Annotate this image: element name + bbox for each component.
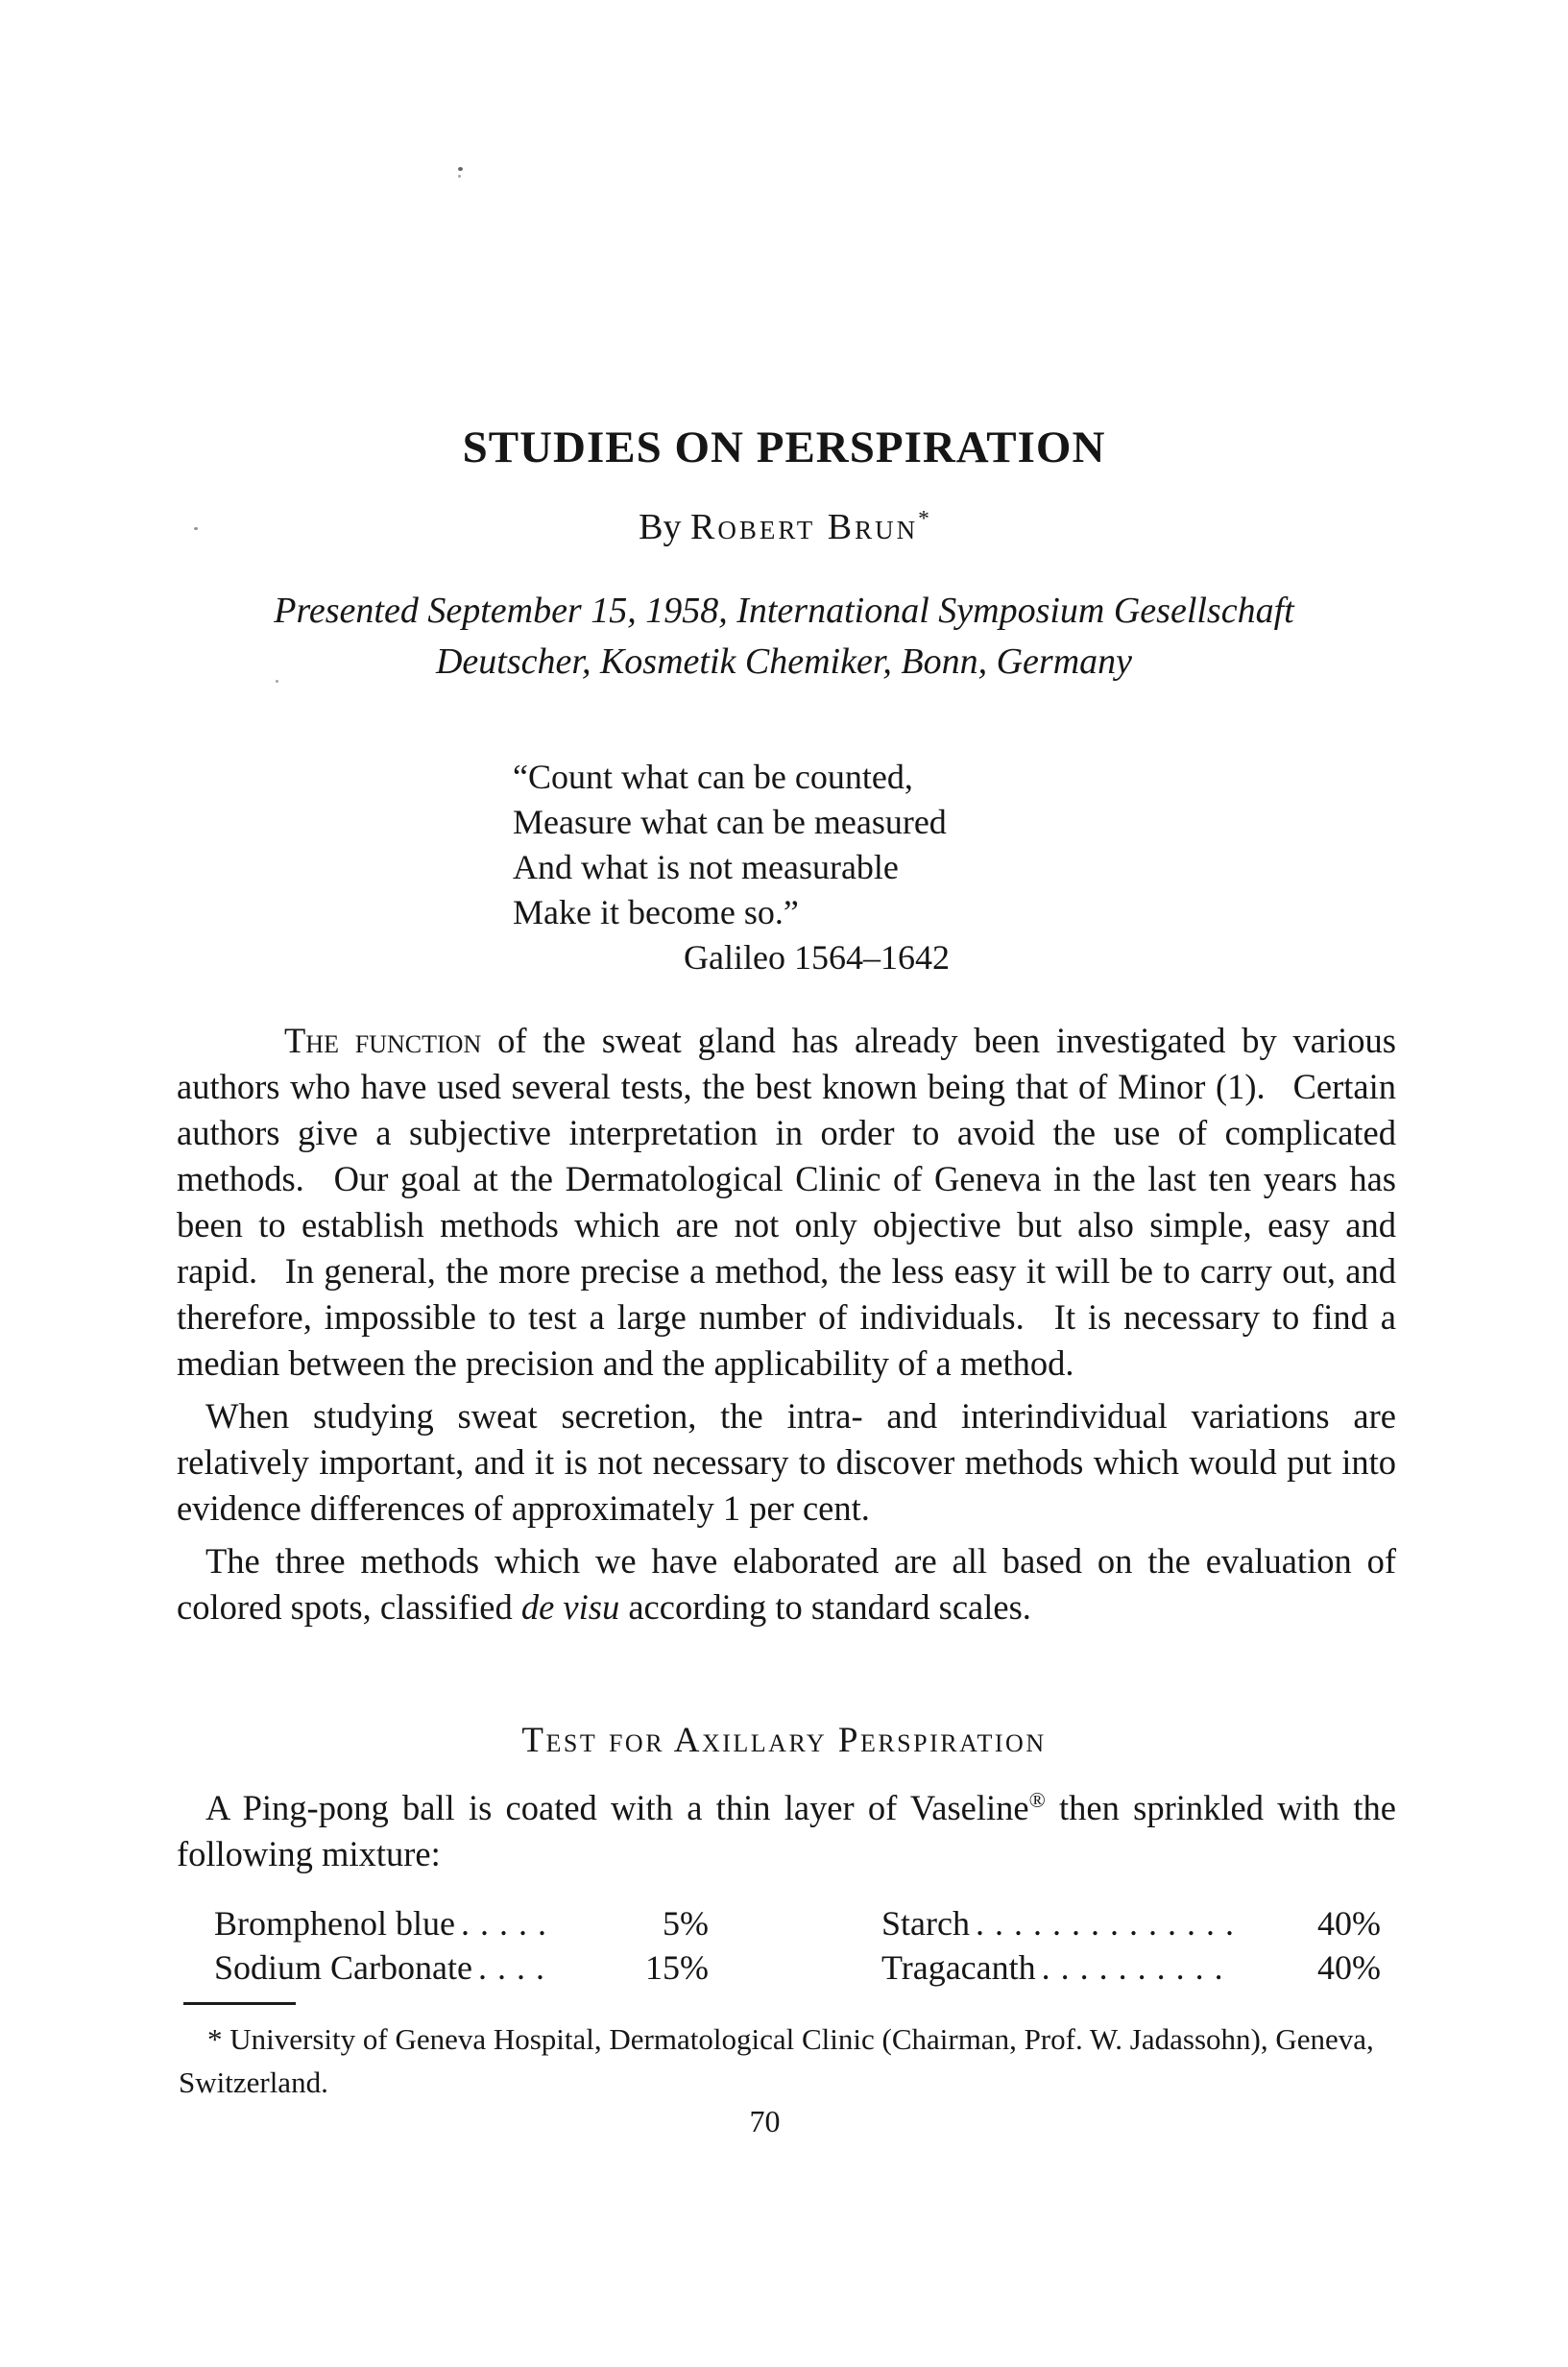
ingredient-label: Tragacanth	[881, 1948, 1036, 1987]
paragraph-leadin: The function	[284, 1021, 482, 1060]
table-row	[214, 1945, 709, 1990]
body-text	[177, 1018, 1396, 1630]
table-row	[881, 1901, 1381, 1945]
ingredient-value: 40%	[1317, 1948, 1381, 1987]
body-paragraph-1	[177, 1018, 1396, 1387]
footnote-divider	[183, 2002, 296, 2005]
page-number: 70	[749, 2104, 781, 2138]
byline	[0, 506, 1568, 548]
paragraph-text: A Ping-pong ball is coated with a thin layer of Vaseline	[205, 1788, 1029, 1827]
scan-speck	[458, 175, 461, 178]
ingredient-label: Bromphenol blue	[214, 1904, 455, 1943]
paragraph-text: The three methods which we have elaborated are all based on the evaluation of colored spots, classified	[177, 1541, 1396, 1627]
body-paragraph-2: When studying sweat secretion, the intra- and interindividual variations are relatively important, and it is not necessary to discover methods which would put into evidence differences of approximately 1 per cent.	[177, 1396, 1396, 1528]
ingredient-label: Starch	[881, 1904, 970, 1943]
table-column-left	[176, 1901, 709, 1990]
registered-trademark-symbol: ®	[1028, 1787, 1046, 1812]
dot-leader: ....	[477, 1948, 555, 1987]
epigraph	[513, 755, 950, 980]
paragraph-text: according to standard scales.	[619, 1587, 1031, 1627]
epigraph-line: Make it become so.”	[513, 893, 799, 931]
scan-speck	[458, 167, 463, 171]
byline-prefix: By	[639, 507, 690, 547]
epigraph-line: “Count what can be counted,	[513, 758, 913, 796]
paragraph-text: then sprinkled with the following mixture:	[177, 1788, 1396, 1873]
epigraph-line: Measure what can be measured	[513, 803, 947, 841]
ingredient-value: 5%	[663, 1904, 709, 1943]
section-paragraph	[177, 1785, 1396, 1877]
section-heading: Test for Axillary Perspiration	[521, 1721, 1047, 1760]
dot-leader: ..............	[975, 1904, 1244, 1943]
footnote: * University of Geneva Hospital, Dermatological Clinic (Chairman, Prof. W. Jadassohn), Geneva, Switzerland.	[179, 2022, 1374, 2099]
ingredient-label: Sodium Carbonate	[214, 1948, 472, 1987]
presented-line-2: Deutscher, Kosmetik Chemiker, Bonn, Germany	[435, 641, 1133, 682]
mixture-table	[176, 1901, 1381, 1990]
page-title: STUDIES ON PERSPIRATION	[462, 423, 1106, 472]
presented-note	[0, 586, 1568, 688]
author-name: Robert Brun	[690, 507, 919, 547]
table-column-right	[881, 1901, 1381, 1990]
footnote-marker: *	[918, 506, 929, 532]
ingredient-value: 15%	[645, 1948, 709, 1987]
ingredient-value: 40%	[1317, 1904, 1381, 1943]
latin-phrase: de visu	[520, 1587, 620, 1627]
dot-leader: .....	[460, 1904, 557, 1943]
body-paragraph-4	[177, 1785, 1396, 1877]
epigraph-line: And what is not measurable	[513, 848, 899, 886]
body-paragraph-3	[177, 1538, 1396, 1630]
table-row	[214, 1901, 709, 1945]
paragraph-text: of the sweat gland has already been investigated by various authors who have used several tests, the best known being that of Minor (1). Certain authors give a subjective interpretation in order to avoid the use of complicated methods. Our goal at the Dermatological Clinic of Geneva in the last ten years has been to establish methods which are not only objective but also simple, easy and rapid. In general, the more precise a method, the less easy it will be to carry out, and therefore, impossible to test a large number of individuals. It is necessary to find a median between the precision and the applicability of a method.	[177, 1021, 1396, 1383]
table-row	[881, 1945, 1381, 1990]
presented-line-1: Presented September 15, 1958, International Symposium Gesellschaft	[274, 591, 1294, 631]
dot-leader: ..........	[1041, 1948, 1234, 1987]
epigraph-attribution: Galileo 1564–1642	[684, 938, 950, 977]
